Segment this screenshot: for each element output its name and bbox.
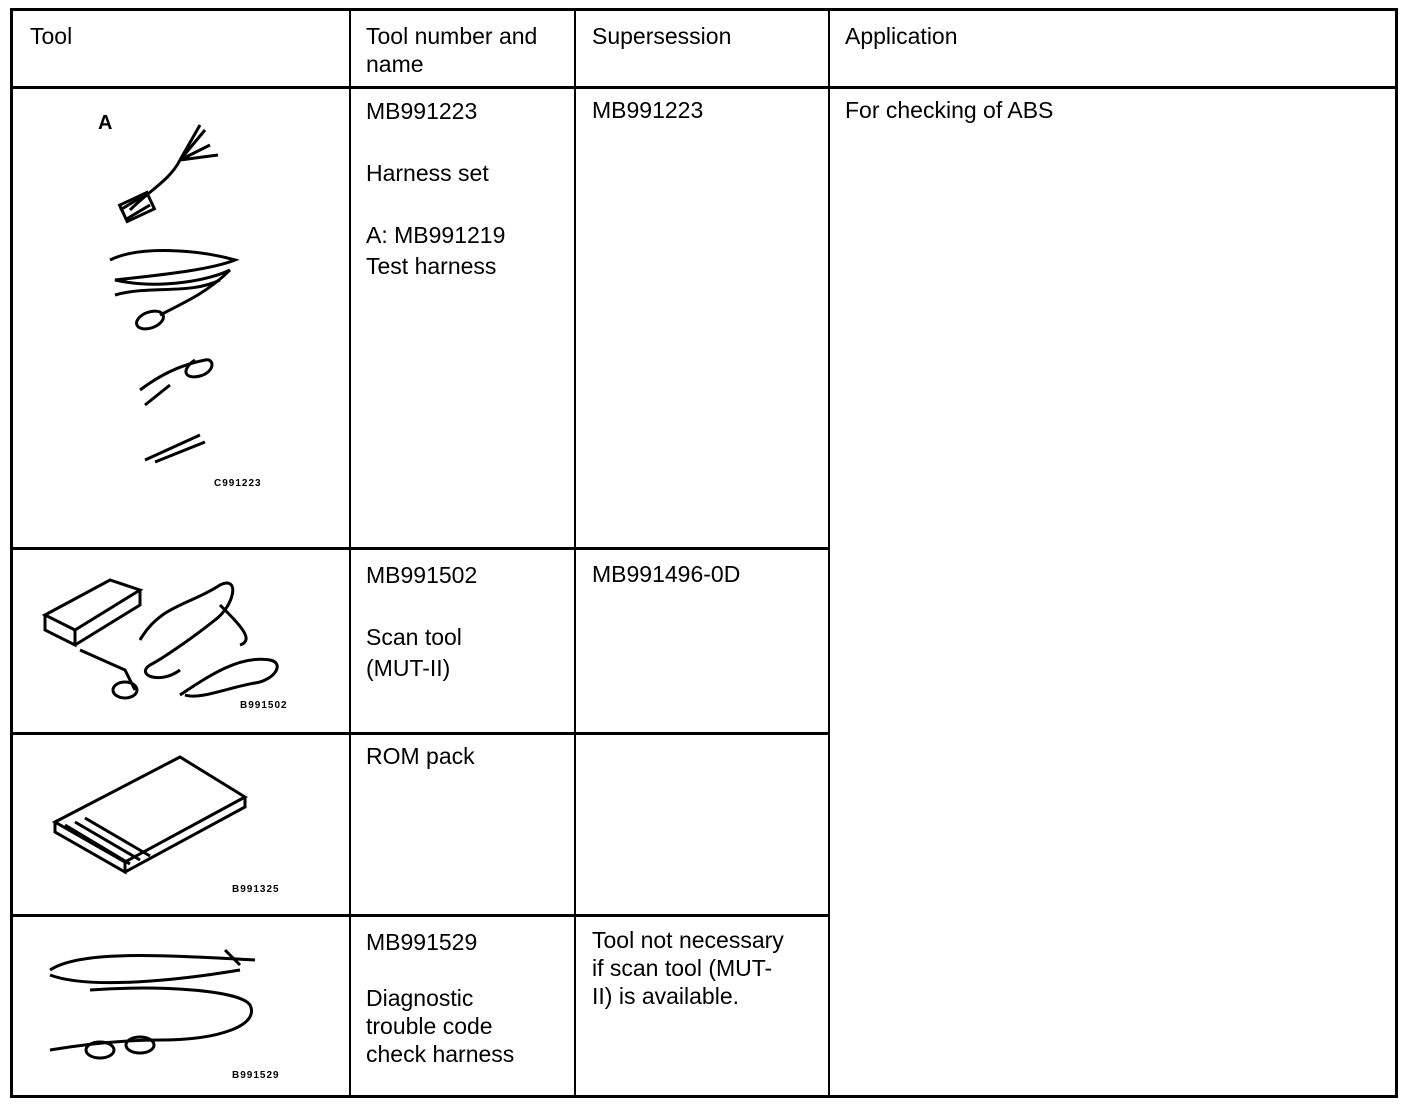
harness-set-number-name: MB991223 Harness set A: MB991219 Test harness <box>366 98 506 279</box>
check-harness-caption: B991529 <box>232 1070 280 1081</box>
rom-pack-number-name: ROM pack <box>366 743 475 769</box>
header-divider <box>10 86 1398 89</box>
column-divider <box>828 8 830 1098</box>
check-harness-number-name: MB991529 Diagnostic trouble code check harness <box>366 929 515 1067</box>
scan-tool-caption: B991502 <box>240 700 288 711</box>
scan-tool-supersession: MB991496-0D <box>592 561 741 587</box>
row-divider <box>10 732 830 735</box>
row-divider <box>10 914 830 917</box>
harness-set-caption: C991223 <box>214 478 262 489</box>
header-tool: Tool <box>30 23 73 49</box>
rom-pack-icon <box>50 752 260 882</box>
scan-tool-icon <box>40 565 290 715</box>
application-text: For checking of ABS <box>845 97 1054 123</box>
rom-pack-caption: B991325 <box>232 884 280 895</box>
column-divider <box>574 8 576 1098</box>
header-supersession: Supersession <box>592 23 732 49</box>
harness-set-supersession: MB991223 <box>592 97 704 123</box>
harness-part-label: A <box>98 112 113 134</box>
column-divider <box>349 8 351 1098</box>
header-application: Application <box>845 23 958 49</box>
scan-tool-number-name: MB991502 Scan tool (MUT-II) <box>366 562 478 681</box>
check-harness-icon <box>40 930 270 1070</box>
row-divider <box>10 547 830 550</box>
header-tool-number: Tool number and name <box>366 23 538 77</box>
check-harness-supersession: Tool not necessary if scan tool (MUT- II) is available. <box>592 927 784 1009</box>
harness-set-icon <box>100 120 260 470</box>
